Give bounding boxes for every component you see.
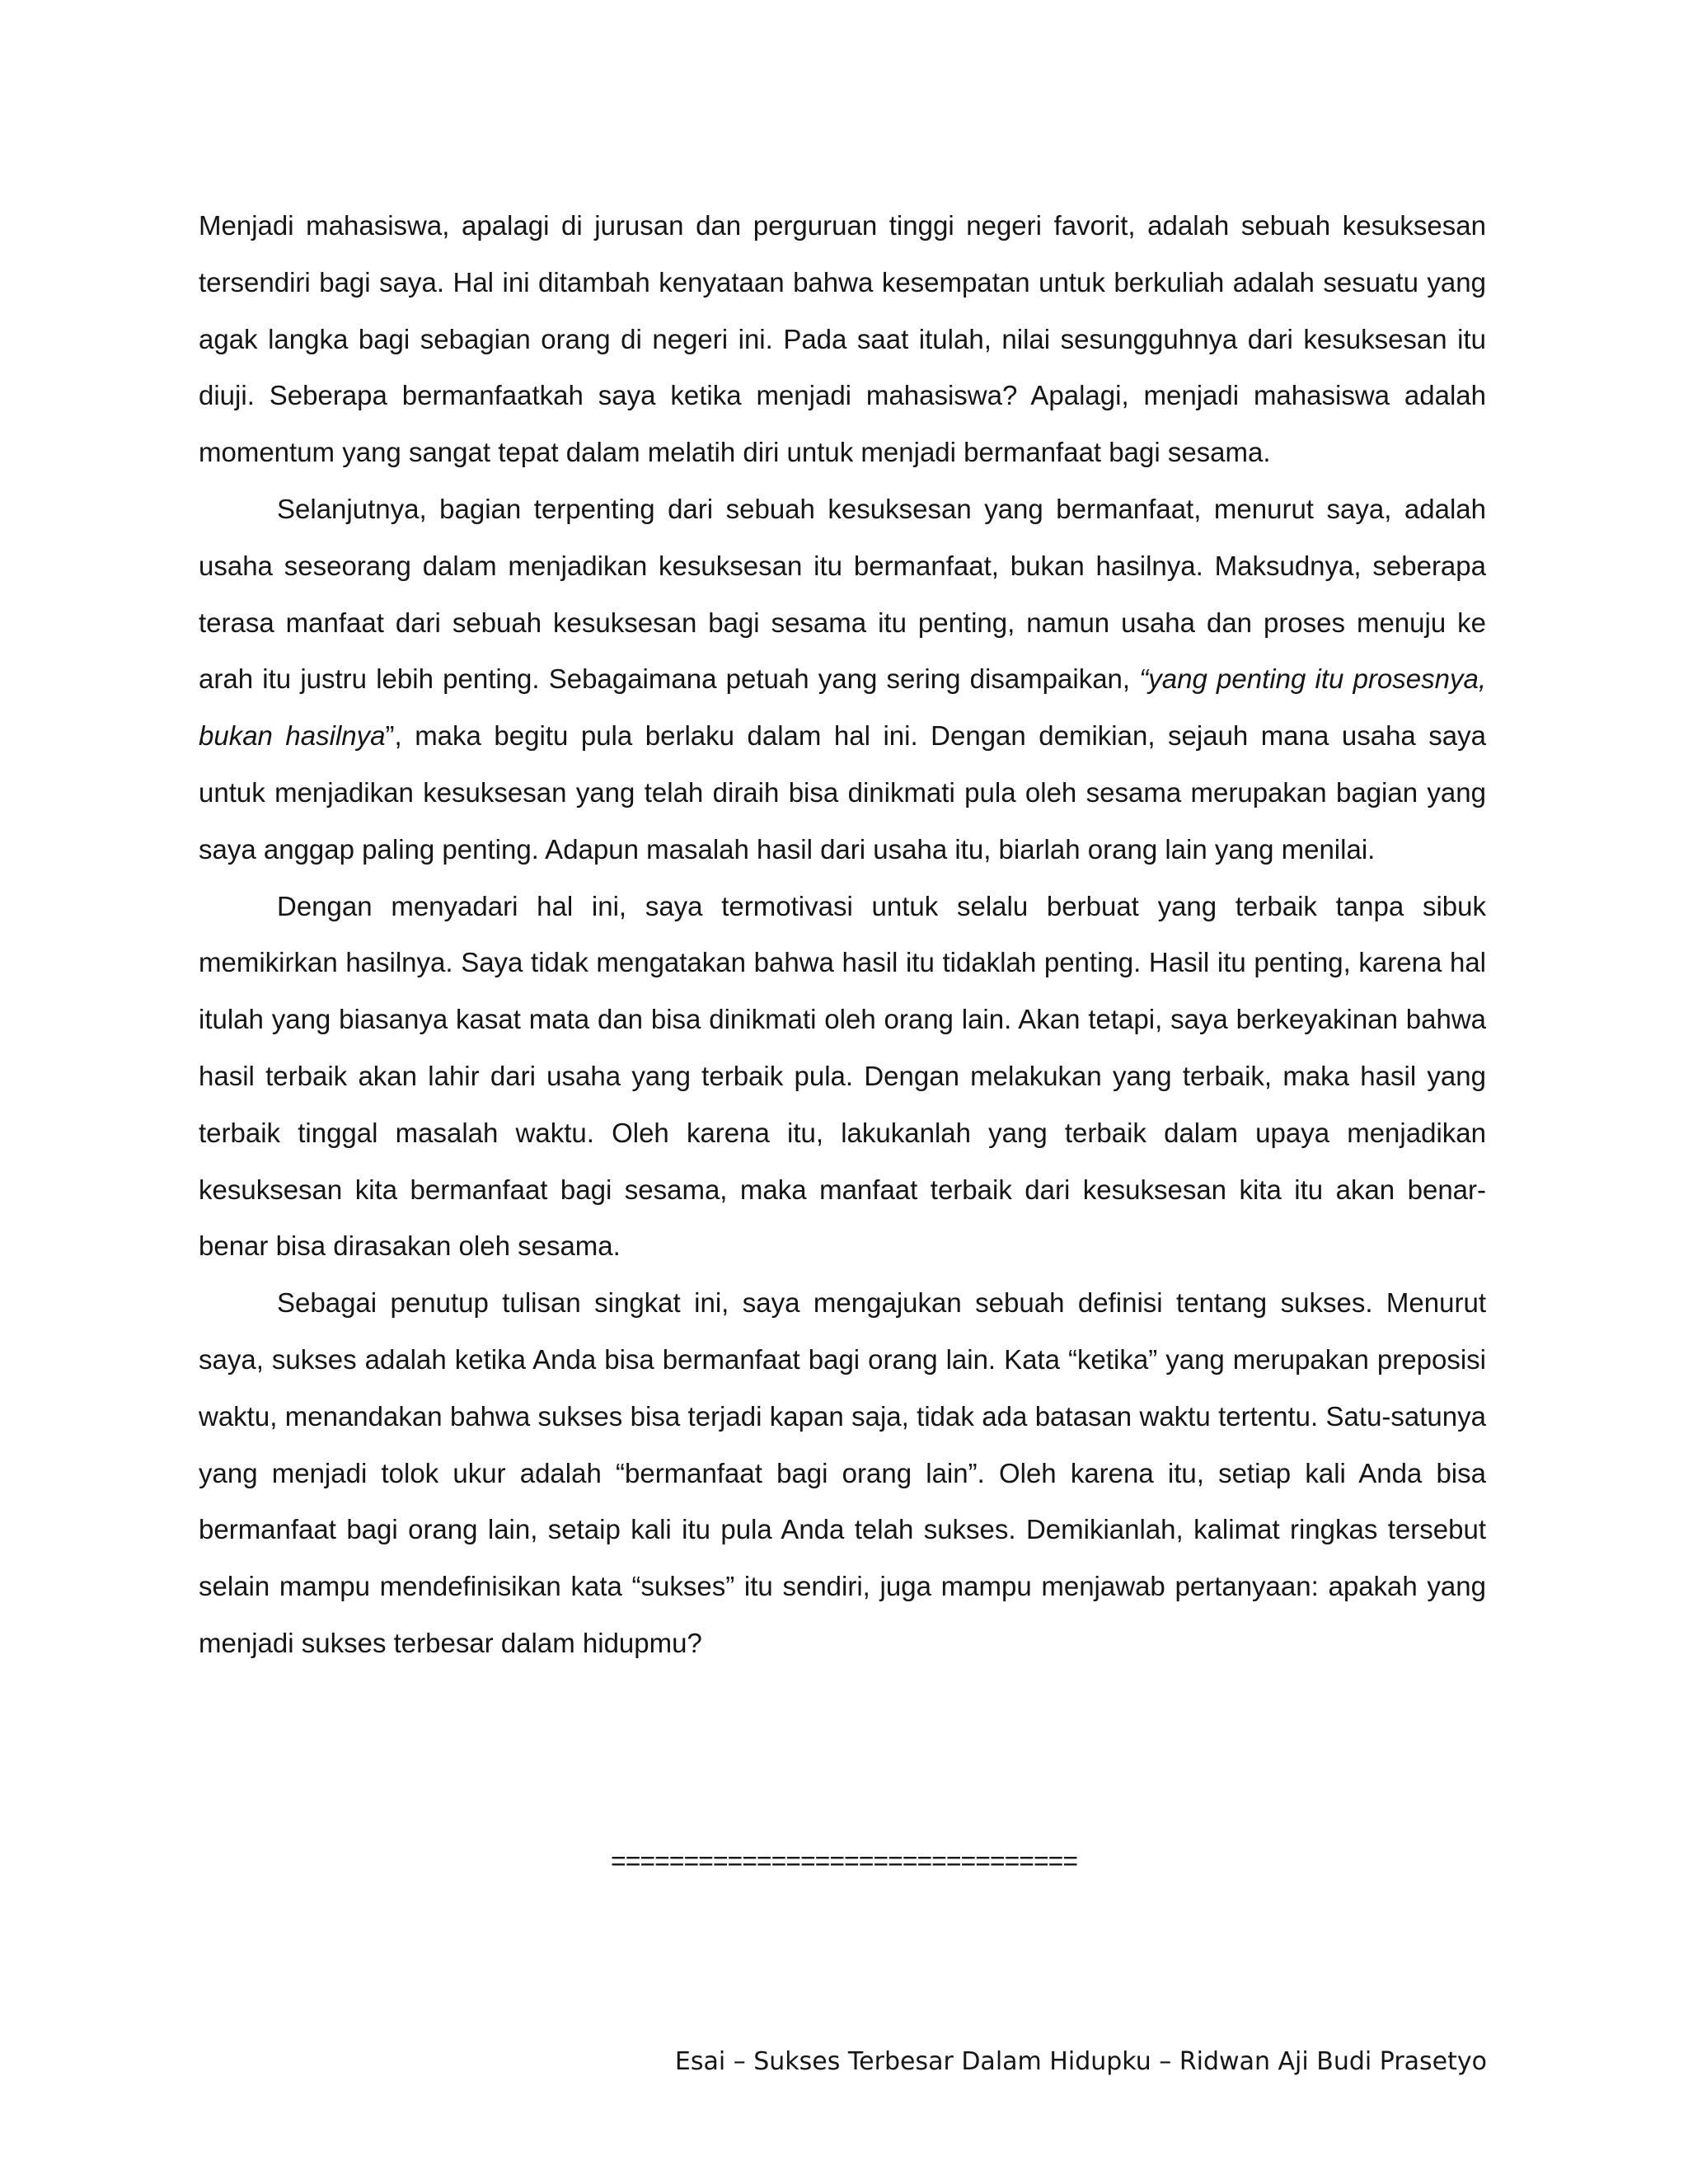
paragraph-2 <box>199 481 1486 879</box>
paragraph-4 <box>199 1275 1486 1672</box>
paragraph-3 <box>199 879 1486 1276</box>
paragraph-4-text: Sebagai penutup tulisan singkat ini, saya mengajukan sebuah definisi tentang sukses. Menurut saya, sukses adalah ketika Anda bisa bermanfaat bagi orang lain. Kata “ketika” yang merupakan preposisi waktu, menandakan bahwa sukses bisa terjadi kapan saja, tidak ada batasan waktu tertentu. Satu-satunya yang menjadi tolok ukur adalah “bermanfaat bagi orang lain”. Oleh karena itu, setiap kali Anda bisa bermanfaat bagi orang lain, setaip kali itu pula Anda telah sukses. Demikianlah, kalimat ringkas tersebut selain mampu mendefinisikan kata “sukses” itu sendiri, juga mampu menjawab pertanyaan: apakah yang menjadi sukses terbesar dalam hidupmu? <box>199 1287 1486 1658</box>
paragraph-1 <box>199 198 1486 481</box>
essay-body <box>199 198 1486 1672</box>
section-separator: ================================ <box>611 1846 1077 1876</box>
paragraph-2-text-b: ”, maka begitu pula berlaku dalam hal ini. Dengan demikian, sejauh mana usaha saya untuk menjadikan kesuksesan yang telah diraih bisa dinikmati pula oleh sesama merupakan bagian yang saya anggap paling penting. Adapun masalah hasil dari usaha itu, biarlah orang lain yang menilai. <box>199 720 1487 865</box>
paragraph-2-text-a: Selanjutnya, bagian terpenting dari sebuah kesuksesan yang bermanfaat, menurut saya, adalah usaha seseorang dalam menjadikan kesuksesan itu bermanfaat, bukan hasilnya. Maksudnya, seberapa terasa manfaat dari sebuah kesuksesan bagi sesama itu penting, namun usaha dan proses menuju ke arah itu justru lebih penting. Sebagaimana petuah yang sering disampaikan, <box>199 493 1486 695</box>
paragraph-1-text: Menjadi mahasiswa, apalagi di jurusan dan perguruan tinggi negeri favorit, adalah sebuah kesuksesan tersendiri bagi saya. Hal ini ditambah kenyataan bahwa kesempatan untuk berkuliah adalah sesuatu yang agak langka bagi sebagian orang di negeri ini. Pada saat itulah, nilai sesungguhnya dari kesuksesan itu diuji. Seberapa bermanfaatkah saya ketika menjadi mahasiswa? Apalagi, menjadi mahasiswa adalah momentum yang sangat tepat dalam melatih diri untuk menjadi bermanfaat bagi sesama. <box>199 210 1486 468</box>
paragraph-2-quote: “yang penting itu prosesnya, bukan hasilnya <box>199 663 1486 752</box>
paragraph-3-text: Dengan menyadari hal ini, saya termotivasi untuk selalu berbuat yang terbaik tanpa sibuk memikirkan hasilnya. Saya tidak mengatakan bahwa hasil itu tidaklah penting. Hasil itu penting, karena hal itulah yang biasanya kasat mata dan bisa dinikmati oleh orang lain. Akan tetapi, saya berkeyakinan bahwa hasil terbaik akan lahir dari usaha yang terbaik pula. Dengan melakukan yang terbaik, maka hasil yang terbaik tinggal masalah waktu. Oleh karena itu, lakukanlah yang terbaik dalam upaya menjadikan kesuksesan kita bermanfaat bagi sesama, maka manfaat terbaik dari kesuksesan kita itu akan benar-benar bisa dirasakan oleh sesama. <box>199 890 1486 1262</box>
page-footer: Esai – Sukses Terbesar Dalam Hidupku – Ridwan Aji Budi Prasetyo <box>674 2047 1487 2076</box>
